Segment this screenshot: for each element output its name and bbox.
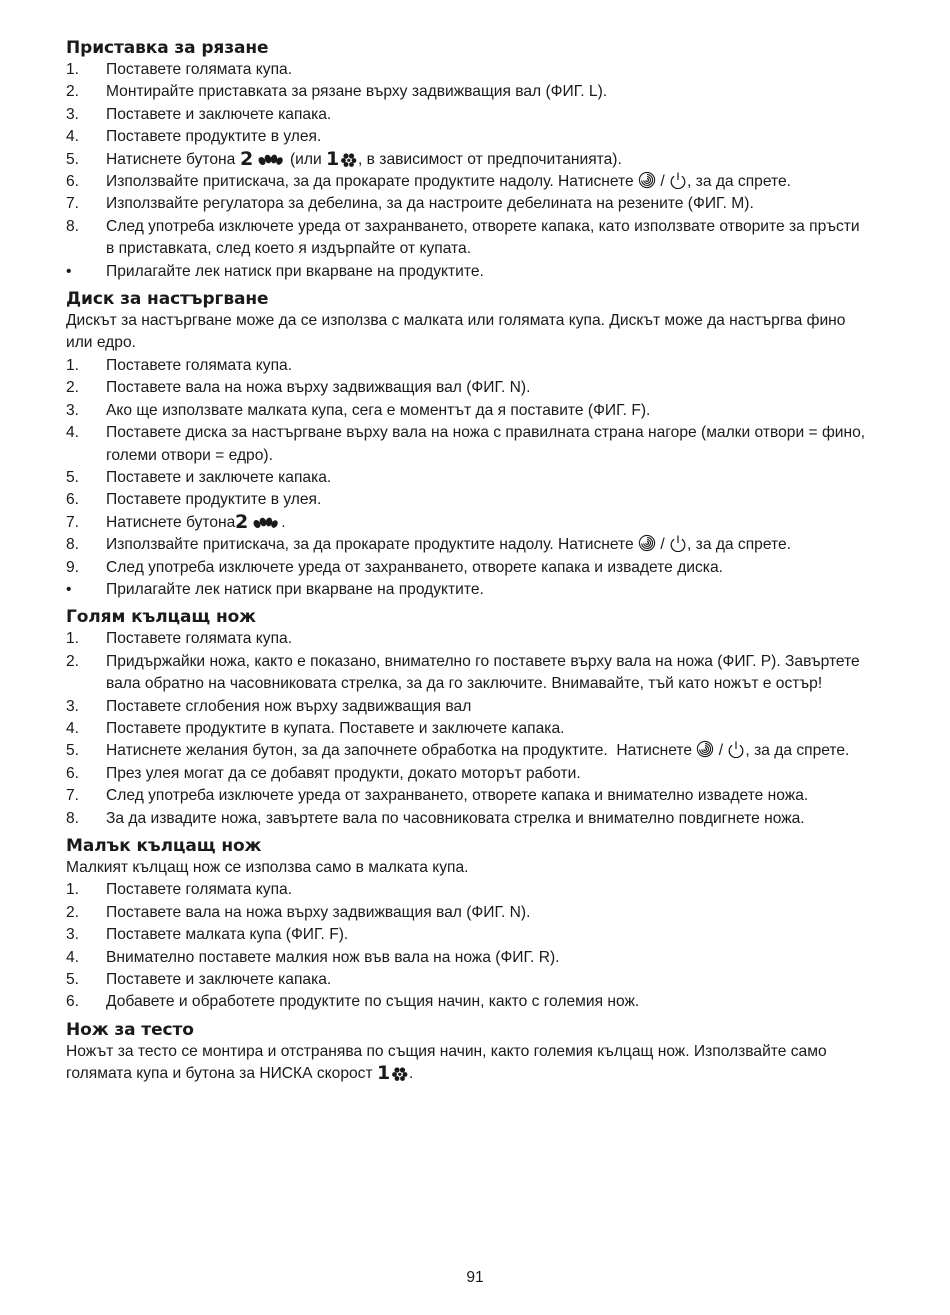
list-item	[66, 81, 872, 103]
bullet-marker: •	[66, 580, 72, 598]
item-number: 2.	[66, 83, 80, 101]
item-number: 5.	[66, 150, 80, 168]
section-intro: Дискът за настъргване може да се използва с малката или голямата купа. Дискът може да настъргва фино или едро.	[66, 312, 846, 352]
text-segment: За да извадите ножа, завъртете вала по часовниковата стрелка и внимателно повдигнете ножа.	[106, 809, 805, 827]
svg-text:1: 1	[326, 148, 340, 167]
item-number: 1.	[66, 630, 80, 648]
list-item	[66, 489, 872, 511]
text-segment: Ако ще използвате малката купа, сега е моментът да я поставите (ФИГ. F).	[106, 401, 651, 419]
list-item	[66, 171, 872, 193]
manual-page	[66, 36, 872, 1086]
svg-text:2: 2	[235, 511, 249, 530]
text-segment: Придържайки ножа, както е показано, внимателно го поставете върху вала на ножа (ФИГ. P). Завъртете вала обратно на часовниковата стрелка, за да го заключите. Внимавайте, тъй като ножът е остър!	[106, 652, 865, 693]
text-segment: , за да спрете.	[687, 173, 791, 191]
list-item	[66, 534, 872, 556]
text-segment: Поставете продуктите в купата. Поставете и заключете капака.	[106, 719, 565, 737]
svg-text:1: 1	[376, 1063, 391, 1082]
page-number: 91	[466, 1269, 484, 1286]
item-number: 7.	[66, 787, 80, 805]
item-number: 8.	[66, 536, 80, 554]
list-item	[66, 628, 872, 650]
instruction-list	[66, 355, 872, 601]
text-segment: , за да спрете.	[687, 536, 791, 554]
list-item	[66, 261, 872, 283]
section-intro	[66, 1041, 872, 1086]
item-number: 4.	[66, 719, 80, 737]
text-segment: Поставете диска за настъргване върху вала на ножа с правилната страна нагоре (малки отвори = фино, големи отвори = едро).	[106, 424, 870, 464]
list-item	[66, 696, 872, 718]
list-item	[66, 991, 872, 1013]
text-segment: , за да спрете.	[745, 742, 850, 760]
list-item	[66, 355, 872, 377]
text-segment: Поставете голямата купа.	[106, 61, 293, 78]
text-segment: Поставете продуктите в улея.	[106, 491, 322, 509]
pulse-icon	[638, 171, 656, 189]
text-segment: Поставете голямата купа.	[106, 630, 293, 648]
text-segment: Поставете и заключете капака.	[106, 105, 332, 123]
text-segment: Натиснете желания бутон, за да започнете обработка на продуктите. Натиснете	[106, 742, 697, 760]
item-number: 3.	[66, 105, 80, 123]
item-number: 6.	[66, 491, 80, 509]
text-segment: Поставете сглобения нож върху задвижващия вал	[106, 697, 472, 715]
list-item	[66, 216, 872, 261]
text-segment: Прилагайте лек натиск при вкарване на продуктите.	[106, 580, 484, 598]
list-item	[66, 193, 872, 215]
text-segment: Внимателно поставете малкия нож във вала на ножа (ФИГ. R).	[106, 948, 560, 966]
list-item	[66, 512, 872, 534]
item-number: 8.	[66, 809, 80, 827]
section-heading: Диск за настъргване	[66, 289, 269, 310]
list-item	[66, 924, 872, 946]
item-number: 2.	[66, 652, 80, 670]
list-item	[66, 59, 872, 81]
item-number: 6.	[66, 173, 80, 191]
text-segment: Използвайте притискача, за да прокарате продуктите надолу. Натиснете	[106, 536, 638, 554]
list-item	[66, 467, 872, 489]
item-number: 5.	[66, 742, 80, 760]
item-number: 1.	[66, 61, 80, 78]
list-item	[66, 400, 872, 422]
list-item	[66, 579, 872, 601]
text-segment: Поставете и заключете капака.	[106, 971, 332, 989]
item-number: 2.	[66, 903, 80, 921]
text-segment: След употреба изключете уреда от захранването, отворете капака и внимателно извадете ножа.	[106, 787, 809, 805]
svg-text:2: 2	[239, 148, 253, 167]
list-item	[66, 651, 872, 696]
list-item	[66, 969, 872, 991]
list-item	[66, 947, 872, 969]
list-item	[66, 718, 872, 740]
section-heading: Нож за тесто	[66, 1019, 194, 1040]
bullet-marker: •	[66, 262, 72, 280]
power-icon	[669, 171, 687, 189]
item-number: 7.	[66, 195, 80, 213]
text-segment: Прилагайте лек натиск при вкарване на продуктите.	[106, 262, 484, 280]
text-segment: Поставете и заключете капака.	[106, 468, 332, 486]
section	[66, 287, 872, 601]
list-item	[66, 104, 872, 126]
text-segment: След употреба изключете уреда от захранването, отворете капака, като използвате отворите за пръсти в приставката, след което я издърпайте от купата.	[106, 217, 864, 258]
text-segment: Добавете и обработете продуктите по същия начин, както с големия нож.	[106, 993, 640, 1011]
section	[66, 1018, 872, 1086]
item-number: 6.	[66, 993, 80, 1011]
section-heading: Малък кълцащ нож	[66, 836, 262, 856]
text-segment: През улея могат да се добавят продукти, докато моторът работи.	[106, 764, 581, 782]
pulse-icon	[638, 534, 656, 552]
text-segment: Поставете вала на ножа върху задвижващия вал (ФИГ. N).	[106, 379, 531, 397]
section-heading: Голям кълцащ нож	[66, 607, 256, 628]
text-segment: Поставете малката купа (ФИГ. F).	[106, 926, 349, 944]
text-segment: .	[281, 513, 286, 531]
item-number: 6.	[66, 764, 80, 782]
section-intro: Малкият кълцащ нож се използва само в малката купа.	[66, 859, 469, 876]
item-number: 7.	[66, 513, 80, 531]
list-item	[66, 149, 872, 171]
item-number: 9.	[66, 558, 80, 576]
list-item	[66, 785, 872, 807]
item-number: 3.	[66, 926, 80, 944]
item-number: 5.	[66, 971, 80, 989]
text-segment: Поставете голямата купа.	[106, 356, 293, 374]
speed-1-icon	[377, 1063, 409, 1081]
item-number: 8.	[66, 217, 80, 235]
item-number: 2.	[66, 379, 80, 397]
text-segment: Използвайте регулатора за дебелина, за да настроите дебелината на резените (ФИГ. M).	[106, 195, 754, 213]
instruction-list	[66, 879, 872, 1013]
text-segment: /	[656, 173, 669, 191]
pulse-icon	[696, 740, 714, 758]
text-segment: , в зависимост от предпочитанията).	[358, 150, 622, 168]
text-segment: (или	[285, 150, 327, 168]
speed-2-icon	[240, 149, 286, 167]
list-item	[66, 557, 872, 579]
list-item	[66, 902, 872, 924]
item-number: 3.	[66, 401, 80, 419]
section	[66, 36, 872, 283]
item-number: 1.	[66, 881, 80, 899]
list-item	[66, 422, 872, 467]
text-segment: Ножът за тесто се монтира и отстранява по същия начин, както големия кълцащ нож. Използвайте само голямата купа и бутона за НИСКА скорост	[66, 1042, 831, 1083]
text-segment: Монтирайте приставката за рязане върху задвижващия вал (ФИГ. L).	[106, 83, 608, 101]
list-item	[66, 879, 872, 901]
text-segment: /	[656, 536, 669, 554]
instruction-list	[66, 628, 872, 830]
text-segment: Поставете голямата купа.	[106, 881, 293, 899]
list-item	[66, 377, 872, 399]
list-item	[66, 808, 872, 830]
list-item	[66, 763, 872, 785]
text-segment: След употреба изключете уреда от захранването, отворете капака и извадете диска.	[106, 558, 723, 576]
speed-1-icon	[326, 149, 358, 167]
item-number: 5.	[66, 468, 80, 486]
text-segment: Поставете вала на ножа върху задвижващия вал (ФИГ. N).	[106, 903, 531, 921]
item-number: 4.	[66, 948, 80, 966]
text-segment: Използвайте притискача, за да прокарате продуктите надолу. Натиснете	[106, 173, 638, 191]
instruction-list	[66, 59, 872, 283]
item-number: 3.	[66, 697, 80, 715]
section	[66, 834, 872, 1014]
text-segment: Натиснете бутона	[106, 150, 240, 168]
list-item	[66, 126, 872, 148]
item-number: 4.	[66, 128, 80, 146]
speed-2-icon	[235, 512, 281, 530]
text-segment: Поставете продуктите в улея.	[106, 128, 322, 146]
text-segment: .	[408, 1065, 414, 1083]
item-number: 1.	[66, 356, 80, 374]
list-item	[66, 740, 872, 762]
section	[66, 605, 872, 830]
power-icon	[727, 740, 745, 758]
text-segment: /	[714, 742, 728, 760]
section-heading: Приставка за рязане	[66, 38, 269, 58]
text-segment: Натиснете бутона	[106, 513, 236, 531]
power-icon	[669, 534, 687, 552]
item-number: 4.	[66, 424, 80, 442]
